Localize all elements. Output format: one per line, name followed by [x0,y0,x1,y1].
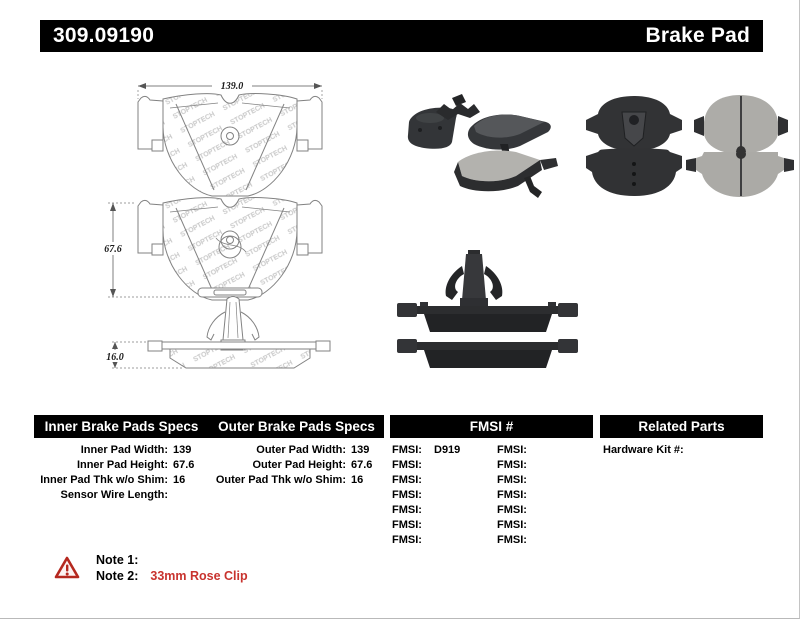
thickness-dimension-label: 16.0 [106,352,124,363]
fmsi-label: FMSI: [497,444,527,456]
table-row [392,533,460,548]
fmsi-value [533,473,539,488]
table-row [34,458,194,473]
table-row [497,503,539,518]
product-type: Brake Pad [645,24,750,47]
table-row [210,443,372,458]
dim-arrow-right [314,83,322,89]
fmsi-label: FMSI: [497,474,527,486]
photo-pads-angled [408,94,558,198]
outer-specs-header: Outer Brake Pads Specs [218,419,375,434]
fmsi-value [428,488,434,503]
outer-specs-table [210,443,372,488]
related-parts-header: Related Parts [638,419,725,434]
fmsi-label: FMSI: [392,474,422,486]
fmsi-value: D919 [434,444,461,456]
spec-value: 67.6 [351,459,373,471]
fmsi-value [428,458,434,473]
dim-arrow-up [110,203,116,211]
fmsi-value [428,503,434,518]
fmsi-label: FMSI: [497,504,527,516]
fmsi-header-bar [390,415,593,438]
spec-label: Outer Pad Width: [256,444,346,456]
fmsi-value [533,533,539,548]
note-2 [96,568,248,584]
spec-value: 139 [173,444,192,456]
fmsi-label: FMSI: [497,489,527,501]
spec-value [168,488,173,503]
part-number: 309.09190 [53,24,155,47]
pad-front-view [138,94,322,196]
fmsi-header: FMSI # [469,419,514,434]
note1-label: Note 1: [96,553,139,567]
pad-front-view-2 [138,198,322,300]
photo-pads-edge [397,250,578,368]
fmsi-label: FMSI: [497,519,527,531]
table-row [497,518,539,533]
technical-drawing [65,68,365,403]
table-row [392,458,460,473]
table-row [34,443,194,458]
fmsi-label: FMSI: [392,444,422,456]
table-row [497,533,539,548]
table-row [497,443,539,458]
table-row [210,473,372,488]
spec-label: Inner Pad Thk w/o Shim: [40,474,168,486]
fmsi-value [428,533,434,548]
fmsi-value [533,458,539,473]
pad-side-view [148,297,330,369]
table-row [210,458,372,473]
photo-pads-flat [586,95,794,197]
fmsi-label: FMSI: [497,534,527,546]
spec-label: Outer Pad Height: [252,459,346,471]
product-photos [395,85,795,375]
table-row [497,488,539,503]
dim-arrow-left [138,83,146,89]
fmsi-value [428,473,434,488]
header-bar [40,20,763,52]
notes-block [96,552,248,584]
table-row [34,488,194,503]
table-row [603,443,689,458]
spec-label: Inner Pad Height: [76,459,168,471]
related-label: Hardware Kit #: [603,444,684,456]
fmsi-value [428,518,434,533]
spec-label: Sensor Wire Length: [60,489,168,501]
related-parts-table [603,443,689,458]
spec-value: 139 [351,444,370,456]
fmsi-label: FMSI: [392,459,422,471]
width-dimension-label: 139.0 [220,81,244,92]
inner-specs-table [34,443,194,503]
inner-specs-header: Inner Brake Pads Specs [44,419,199,434]
related-value [684,443,689,458]
table-row [497,473,539,488]
table-row [392,518,460,533]
spec-value: 16 [351,474,364,486]
table-row [392,473,460,488]
fmsi-label: FMSI: [392,489,422,501]
pads-specs-header-bar [34,415,384,438]
fmsi-value [533,518,539,533]
table-row [392,488,460,503]
spec-label: Outer Pad Thk w/o Shim: [215,474,346,486]
warning-icon [54,555,80,581]
fmsi-label: FMSI: [392,519,422,531]
fmsi-label: FMSI: [497,459,527,471]
table-row [392,503,460,518]
fmsi-table-col2 [497,443,539,548]
height-dimension-label: 67.6 [104,244,122,255]
spec-label: Inner Pad Width: [80,444,168,456]
note2-value: 33mm Rose Clip [150,569,248,583]
related-parts-header-bar [600,415,763,438]
fmsi-value [533,443,539,458]
fmsi-value [533,488,539,503]
dim-arrow-down [110,289,116,297]
dim-arrow-up2 [112,342,118,349]
spec-value: 16 [173,474,186,486]
note2-label: Note 2: [96,569,139,583]
fmsi-value [533,503,539,518]
table-row [497,458,539,473]
note-1 [96,552,248,568]
table-row [392,443,460,458]
spec-value: 67.6 [173,459,195,471]
fmsi-table-col1 [392,443,460,548]
fmsi-label: FMSI: [392,534,422,546]
fmsi-label: FMSI: [392,504,422,516]
table-row [34,473,194,488]
